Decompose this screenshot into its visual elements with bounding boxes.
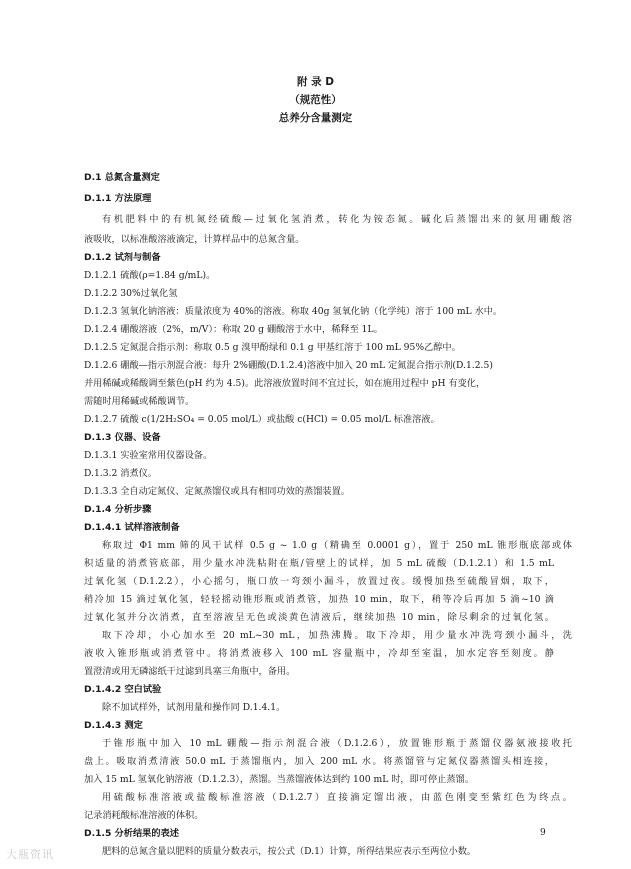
paragraph-line: 过氧化氢并分次消煮，直至溶液呈无色或淡黄色清液后，继续加热 10 min，除尽剩余的过氧化氢。 [84,612,554,623]
paragraph-line: 记录消耗酸标准溶液的体积。 [84,810,204,821]
paragraph-line: 肥料的总氮含量以肥料的质量分数表示，按公式（D.1）计算，所得结果应表示至两位小数。 [102,846,477,857]
paragraph-line: 积适量的消煮管底部，用少量水冲洗粘附在瓶/管壁上的试样，加 5 mL 硫酸（D.1.2.1）和 1.5 mL [84,558,554,569]
paragraph-line: 加入 15 mL 氢氧化钠溶液（D.1.2.3），蒸馏。当蒸馏液体达到约 100 mL 时，即可停止蒸馏。 [84,774,474,785]
watermark: 大瓶资讯 [6,848,54,861]
item-line: D.1.2.6 硼酸—指示剂混合液：每升 2%硼酸(D.1.2.4)溶液中加入 20 mL 定氮混合指示剂(D.1.2.5) [84,360,493,371]
item-line: D.1.2.1 硫酸(ρ=1.84 g/mL)。 [84,270,216,281]
item-line: D.1.3.1 实验室常用仪器设备。 [84,450,213,461]
item-line: D.1.2.2 30%过氧化氢 [84,288,178,299]
paragraph-line: 有机肥料中的有机氮经硫酸—过氧化氢消煮，转化为铵态氮。碱化后蒸馏出来的氨用硼酸溶 [102,214,572,225]
paragraph-line: 于锥形瓶中加入 10 mL 硼酸—指示剂混合液（D.1.2.6），放置锥形瓶于蒸馏仪器氨液接收托 [102,738,572,749]
paragraph-line: 液收入锥形瓶或消煮管中。将消煮液移入 100 mL 容量瓶中，冷却至室温，加水定容至刻度。静 [84,648,554,659]
subsection-heading: D.1.5 分析结果的表述 [84,828,179,839]
subsection-heading: D.1.4 分析步骤 [84,504,152,515]
paragraph-line: 液吸收，以标准酸溶液滴定，计算样品中的总氮含量。 [84,234,305,245]
paragraph-line: 取下冷却，小心加水至 20 mL~30 mL，加热沸腾。取下冷却，用少量水冲洗弯颈小漏斗，洗 [102,630,572,641]
paragraph-line: 稍冷加 15 滴过氧化氢，轻轻摇动锥形瓶或消煮管，加热 10 min，取下，稍等冷后再加 5 滴~10 滴 [84,594,554,605]
annex-label: 附 录 D [296,76,335,88]
page-number: 9 [540,828,546,838]
item-line: D.1.2.3 氢氧化钠溶液：质量浓度为 40%的溶液。称取 40g 氢氧化钠（化学纯）溶于 100 mL 水中。 [84,306,503,317]
subsection-heading: D.1.1 方法原理 [84,193,152,204]
subsection-heading: D.1.3 仪器、设备 [84,432,161,443]
paragraph-line: 过氧化氢（D.1.2.2），小心摇匀，瓶口放一弯颈小漏斗，放置过夜。缓慢加热至硫酸冒烟，取下， [84,576,554,587]
paragraph-line: 用硫酸标准溶液或盐酸标准溶液（D.1.2.7）直接滴定馏出液，由蓝色刚变至紫红色为终点。 [102,792,572,803]
annex-nature: （规范性） [289,94,342,106]
paragraph-line: 称取过 Φ1 mm 筛的风干试样 0.5 g ~ 1.0 g（精确至 0.0001 g），置于 250 mL 锥形瓶底部或体 [102,540,572,551]
paragraph-line: 置澄清或用无磷滤纸干过滤到具塞三角瓶中，备用。 [84,666,296,677]
item-line: 需随时用稀碱或稀酸调节。 [84,396,195,407]
item-line: D.1.2.5 定氮混合指示剂：称取 0.5 g 溴甲酚绿和 0.1 g 甲基红溶于 100 mL 95%乙醇中。 [84,342,461,353]
section-heading: D.1 总氮含量测定 [84,172,160,183]
item-line: 并用稀碱或稀酸调至紫色(pH 约为 4.5)。此溶液放置时间不宜过长，如在施用过程中 pH 有变化， [84,378,486,389]
item-line: D.1.2.4 硼酸溶液（2%，m/V）：称取 20 g 硼酸溶于水中，稀释至 1L。 [84,324,383,335]
subsection-heading: D.1.4.1 试样溶液制备 [84,522,180,533]
paragraph-line: 除不加试样外，试剂用量和操作同 D.1.4.1。 [102,702,286,713]
paragraph-line: 盘上。吸取消煮清液 50.0 mL 于蒸馏瓶内，加入 200 mL 水。将蒸馏管与定氮仪器蒸馏头相连接， [84,756,554,767]
item-line: D.1.3.2 消煮仪。 [84,468,158,479]
page-title: 总养分含量测定 [278,112,353,124]
subsection-heading: D.1.4.3 测定 [84,720,143,731]
item-line: D.1.3.3 全自动定氮仪、定氮蒸馏仪或具有相同功效的蒸馏装置。 [84,486,350,497]
item-line: D.1.2.7 硫酸 c(1/2H₂SO₄ = 0.05 mol/L）或盐酸 c(HCl) = 0.05 mol/L 标准溶液。 [84,414,440,425]
subsection-heading: D.1.4.2 空白试验 [84,684,162,695]
subsection-heading: D.1.2 试剂与制备 [84,252,161,263]
